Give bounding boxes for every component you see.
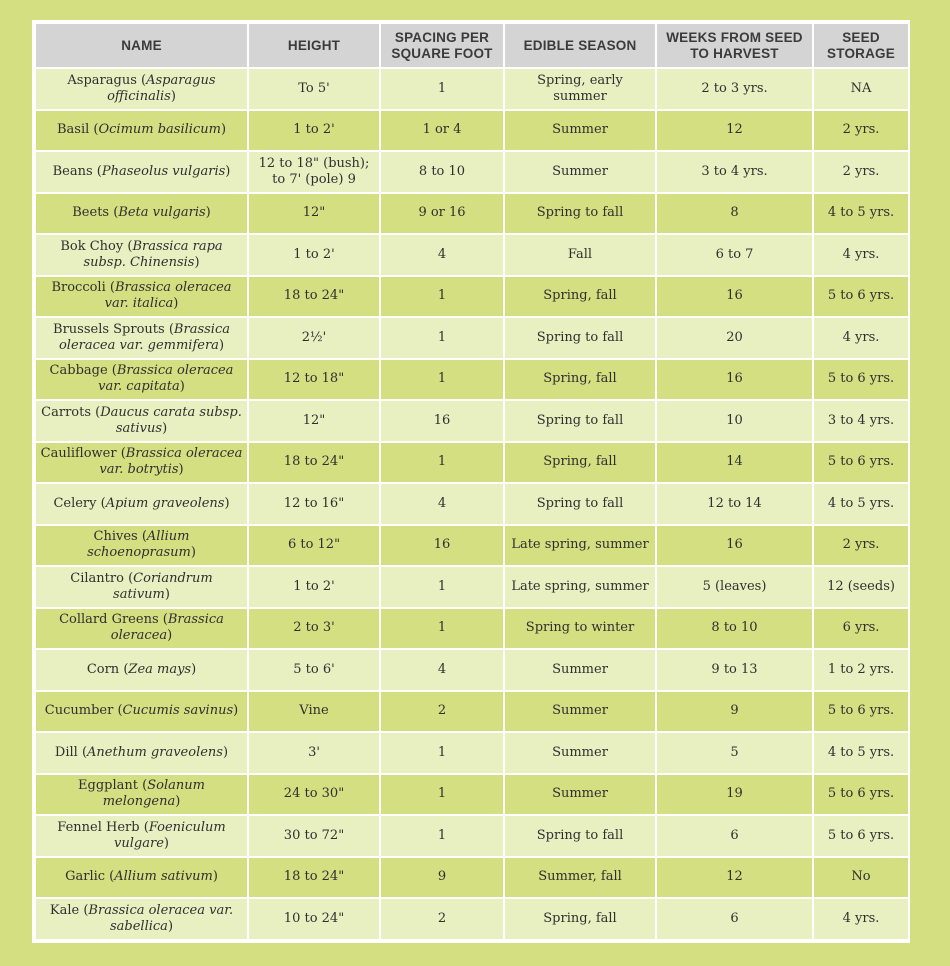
scientific-name: Solanum melongena: [102, 778, 205, 810]
header-spacing: SPACING PER SQUARE FOOT: [380, 23, 504, 68]
header-weeks: WEEKS FROM SEED TO HARVEST: [656, 23, 813, 68]
cell-height: 30 to 72": [248, 815, 380, 857]
table-row: [35, 857, 909, 899]
cell-spacing: 1 or 4: [380, 110, 504, 152]
common-name: Kale: [49, 902, 80, 918]
cell-season: Spring, fall: [504, 442, 656, 484]
common-name: Collard Greens: [59, 612, 159, 628]
table-row: [35, 276, 909, 318]
cell-name: Beets (Beta vulgaris): [35, 193, 248, 235]
cell-weeks: 2 to 3 yrs.: [656, 68, 813, 110]
cell-height: 12 to 16": [248, 483, 380, 525]
table-body: [35, 68, 909, 940]
cell-season: Spring to fall: [504, 317, 656, 359]
table-row: [35, 608, 909, 650]
cell-season: Spring, fall: [504, 359, 656, 401]
cell-name: Broccoli (Brassica oleracea var. italica): [35, 276, 248, 318]
cell-weeks: 8: [656, 193, 813, 235]
cell-height: Vine: [248, 691, 380, 733]
common-name: Basil: [56, 122, 90, 138]
cell-name: Collard Greens (Brassica oleracea): [35, 608, 248, 650]
header-storage: SEED STORAGE: [813, 23, 909, 68]
cell-storage: 4 yrs.: [813, 234, 909, 276]
cell-height: 12": [248, 193, 380, 235]
cell-storage: 2 yrs.: [813, 110, 909, 152]
cell-name: Cilantro (Coriandrum sativum): [35, 566, 248, 608]
cell-storage: 5 to 6 yrs.: [813, 442, 909, 484]
cell-season: Spring, fall: [504, 898, 656, 940]
cell-weeks: 14: [656, 442, 813, 484]
cell-height: To 5': [248, 68, 380, 110]
common-name: Cilantro: [70, 570, 124, 586]
table-row: [35, 151, 909, 193]
cell-season: Spring to fall: [504, 483, 656, 525]
cell-height: 12": [248, 400, 380, 442]
table-row: [35, 566, 909, 608]
scientific-name: Apium graveolens: [105, 495, 225, 511]
table-row: [35, 234, 909, 276]
cell-spacing: 1: [380, 68, 504, 110]
cell-spacing: 4: [380, 234, 504, 276]
cell-weeks: 6: [656, 898, 813, 940]
cell-season: Spring to winter: [504, 608, 656, 650]
cell-spacing: 1: [380, 317, 504, 359]
table-row: [35, 193, 909, 235]
table-row: [35, 359, 909, 401]
cell-season: Spring to fall: [504, 400, 656, 442]
table-row: [35, 442, 909, 484]
cell-storage: 12 (seeds): [813, 566, 909, 608]
cell-spacing: 4: [380, 649, 504, 691]
common-name: Corn: [86, 661, 120, 677]
table-row: [35, 732, 909, 774]
cell-name: Kale (Brassica oleracea var. sabellica): [35, 898, 248, 940]
table-row: [35, 815, 909, 857]
cell-height: 10 to 24": [248, 898, 380, 940]
cell-storage: No: [813, 857, 909, 899]
common-name: Dill: [54, 744, 78, 760]
cell-height: 24 to 30": [248, 774, 380, 816]
scientific-name: Daucus carata subsp. sativus: [100, 404, 242, 436]
common-name: Fennel Herb: [57, 819, 140, 835]
header-row: [35, 23, 909, 68]
cell-season: Summer: [504, 110, 656, 152]
cell-season: Spring, early summer: [504, 68, 656, 110]
cell-spacing: 1: [380, 276, 504, 318]
cell-weeks: 9 to 13: [656, 649, 813, 691]
cell-season: Summer: [504, 774, 656, 816]
cell-season: Summer: [504, 732, 656, 774]
cell-storage: 3 to 4 yrs.: [813, 400, 909, 442]
scientific-name: Beta vulgaris: [118, 205, 206, 221]
table-row: [35, 400, 909, 442]
scientific-name: Allium schoenoprasum: [87, 529, 191, 561]
scientific-name: Phaseolus vulgaris: [101, 163, 226, 179]
cell-name: Dill (Anethum graveolens): [35, 732, 248, 774]
cell-spacing: 1: [380, 774, 504, 816]
table-row: [35, 525, 909, 567]
cell-season: Spring to fall: [504, 193, 656, 235]
cell-spacing: 1: [380, 732, 504, 774]
cell-name: Cucumber (Cucumis savinus): [35, 691, 248, 733]
scientific-name: Allium sativum: [114, 869, 213, 885]
common-name: Garlic: [65, 869, 106, 885]
cell-season: Summer: [504, 649, 656, 691]
cell-spacing: 4: [380, 483, 504, 525]
cell-spacing: 8 to 10: [380, 151, 504, 193]
cell-name: Cabbage (Brassica oleracea var. capitata): [35, 359, 248, 401]
cell-height: 2½': [248, 317, 380, 359]
cell-storage: 4 to 5 yrs.: [813, 193, 909, 235]
cell-storage: 5 to 6 yrs.: [813, 774, 909, 816]
scientific-name: Brassica oleracea var. gemmifera: [58, 321, 230, 353]
header-height: HEIGHT: [248, 23, 380, 68]
cell-season: Late spring, summer: [504, 525, 656, 567]
scientific-name: Cucumis savinus: [122, 703, 234, 719]
cell-season: Late spring, summer: [504, 566, 656, 608]
cell-season: Summer: [504, 151, 656, 193]
cell-height: 18 to 24": [248, 857, 380, 899]
cell-weeks: 12: [656, 857, 813, 899]
cell-spacing: 16: [380, 400, 504, 442]
cell-height: 12 to 18": [248, 359, 380, 401]
cell-weeks: 16: [656, 359, 813, 401]
common-name: Beets: [72, 205, 110, 221]
cell-storage: 5 to 6 yrs.: [813, 815, 909, 857]
cell-spacing: 16: [380, 525, 504, 567]
header-season: EDIBLE SEASON: [504, 23, 656, 68]
cell-weeks: 8 to 10: [656, 608, 813, 650]
cell-spacing: 1: [380, 566, 504, 608]
table-row: [35, 691, 909, 733]
cell-weeks: 16: [656, 276, 813, 318]
common-name: Chives: [93, 529, 138, 545]
cell-weeks: 5: [656, 732, 813, 774]
cell-name: Chives (Allium schoenoprasum): [35, 525, 248, 567]
cell-spacing: 1: [380, 815, 504, 857]
cell-spacing: 2: [380, 898, 504, 940]
table-row: [35, 317, 909, 359]
cell-storage: 5 to 6 yrs.: [813, 691, 909, 733]
table-row: [35, 898, 909, 940]
cell-name: Beans (Phaseolus vulgaris): [35, 151, 248, 193]
cell-height: 18 to 24": [248, 442, 380, 484]
scientific-name: Coriandrum sativum: [113, 570, 213, 602]
cell-spacing: 9: [380, 857, 504, 899]
cell-spacing: 9 or 16: [380, 193, 504, 235]
cell-storage: 2 yrs.: [813, 525, 909, 567]
cell-storage: 1 to 2 yrs.: [813, 649, 909, 691]
scientific-name: Zea mays: [128, 661, 192, 677]
cell-spacing: 2: [380, 691, 504, 733]
table-row: [35, 110, 909, 152]
cell-weeks: 20: [656, 317, 813, 359]
cell-name: Carrots (Daucus carata subsp. sativus): [35, 400, 248, 442]
table-row: [35, 649, 909, 691]
cell-spacing: 1: [380, 442, 504, 484]
common-name: Celery: [53, 495, 97, 511]
table-row: [35, 774, 909, 816]
cell-storage: 5 to 6 yrs.: [813, 359, 909, 401]
scientific-name: Brassica oleracea var. sabellica: [88, 902, 234, 934]
scientific-name: Asparagus officinalis: [107, 72, 216, 104]
cell-name: Fennel Herb (Foeniculum vulgare): [35, 815, 248, 857]
cell-weeks: 6 to 7: [656, 234, 813, 276]
common-name: Eggplant: [78, 778, 139, 794]
scientific-name: Brassica rapa subsp. Chinensis: [83, 238, 223, 270]
cell-name: Garlic (Allium sativum): [35, 857, 248, 899]
common-name: Bok Choy: [60, 238, 124, 254]
cell-season: Spring, fall: [504, 276, 656, 318]
cell-name: Asparagus (Asparagus officinalis): [35, 68, 248, 110]
cell-height: 6 to 12": [248, 525, 380, 567]
cell-weeks: 5 (leaves): [656, 566, 813, 608]
cell-storage: NA: [813, 68, 909, 110]
cell-name: Cauliflower (Brassica oleracea var. botrytis): [35, 442, 248, 484]
cell-name: Celery (Apium graveolens): [35, 483, 248, 525]
cell-name: Eggplant (Solanum melongena): [35, 774, 248, 816]
table-row: [35, 483, 909, 525]
cell-season: Fall: [504, 234, 656, 276]
cell-height: 5 to 6': [248, 649, 380, 691]
cell-weeks: 10: [656, 400, 813, 442]
cell-weeks: 9: [656, 691, 813, 733]
scientific-name: Brassica oleracea var. botrytis: [99, 446, 243, 478]
cell-weeks: 19: [656, 774, 813, 816]
header-name: NAME: [35, 23, 248, 68]
common-name: Asparagus: [67, 72, 137, 88]
cell-name: Basil (Ocimum basilicum): [35, 110, 248, 152]
cell-season: Summer, fall: [504, 857, 656, 899]
cell-height: 1 to 2': [248, 234, 380, 276]
cell-height: 2 to 3': [248, 608, 380, 650]
common-name: Beans: [52, 163, 93, 179]
cell-spacing: 1: [380, 608, 504, 650]
cell-storage: 4 to 5 yrs.: [813, 732, 909, 774]
cell-height: 1 to 2': [248, 566, 380, 608]
cell-storage: 4 yrs.: [813, 317, 909, 359]
cell-weeks: 16: [656, 525, 813, 567]
scientific-name: Anethum graveolens: [87, 744, 223, 760]
scientific-name: Brassica oleracea var. italica: [104, 280, 232, 312]
cell-storage: 6 yrs.: [813, 608, 909, 650]
common-name: Cucumber: [44, 703, 114, 719]
common-name: Cabbage: [49, 363, 108, 379]
cell-storage: 4 yrs.: [813, 898, 909, 940]
cell-weeks: 12 to 14: [656, 483, 813, 525]
cell-storage: 2 yrs.: [813, 151, 909, 193]
cell-storage: 4 to 5 yrs.: [813, 483, 909, 525]
cell-weeks: 6: [656, 815, 813, 857]
cell-spacing: 1: [380, 359, 504, 401]
common-name: Broccoli: [51, 280, 106, 296]
cell-name: Bok Choy (Brassica rapa subsp. Chinensis): [35, 234, 248, 276]
table-row: [35, 68, 909, 110]
cell-name: Brussels Sprouts (Brassica oleracea var. gemmifera): [35, 317, 248, 359]
cell-weeks: 3 to 4 yrs.: [656, 151, 813, 193]
cell-name: Corn (Zea mays): [35, 649, 248, 691]
cell-season: Summer: [504, 691, 656, 733]
cell-weeks: 12: [656, 110, 813, 152]
common-name: Carrots: [41, 404, 92, 420]
cell-height: 12 to 18" (bush); to 7' (pole) 9: [248, 151, 380, 193]
scientific-name: Brassica oleracea var. capitata: [98, 363, 234, 395]
scientific-name: Foeniculum vulgare: [114, 819, 226, 851]
cell-season: Spring to fall: [504, 815, 656, 857]
planting-table-container: [32, 20, 910, 943]
common-name: Brussels Sprouts: [53, 321, 165, 337]
scientific-name: Ocimum basilicum: [98, 122, 221, 138]
cell-height: 18 to 24": [248, 276, 380, 318]
planting-table: [34, 22, 910, 941]
common-name: Cauliflower: [40, 446, 117, 462]
cell-height: 1 to 2': [248, 110, 380, 152]
cell-storage: 5 to 6 yrs.: [813, 276, 909, 318]
cell-height: 3': [248, 732, 380, 774]
scientific-name: Brassica oleracea: [110, 612, 224, 644]
